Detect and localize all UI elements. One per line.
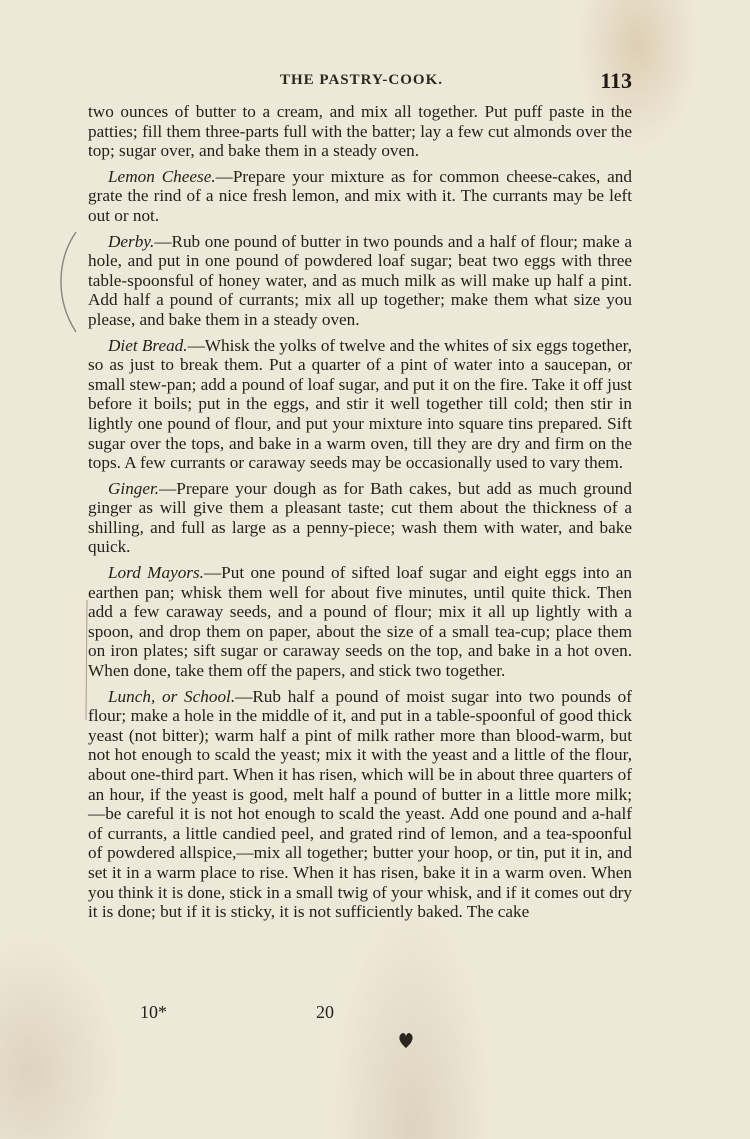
running-head [88,68,634,92]
paragraph-diet-bread [88,336,632,473]
paragraph-lemon-cheese [88,167,632,226]
recipe-title: Lord Mayors. [108,563,204,583]
recipe-title: Lunch, or School. [108,686,236,706]
recipe-title: Ginger. [108,478,160,498]
paragraph-text: —Whisk the yolks of twelve and the whites of six eggs together, so as just to break them. Put a quarter of a pint of water into a saucepan, or small stew-pan; add a pound of loaf sugar, and put it on the fire. Take it off just before it boils; put in the eggs, and stir it well together till cold; then stir in lightly one pound of flour, and put your mixture into square tins prepared. Sift sugar over the tops, and bake in a warm oven, till they are dry and firm on the tops. A few currants or caraway seeds may be occasionally used to vary them. [88,335,633,473]
paragraph-lunch-or-school [88,687,632,922]
fleuron-icon [396,1030,416,1050]
paragraph-continued [88,102,632,161]
paragraph-text: two ounces of butter to a cream, and mix all together. Put puff paste in the patties; fill them three-parts full with the batter; lay a few cut almonds over the top; sugar over, and bake them in a steady oven. [88,102,632,161]
recipe-title: Diet Bread. [108,335,188,355]
recipe-title: Lemon Cheese. [108,166,216,186]
paragraph-text: —Rub one pound of butter in two pounds and a half of flour; make a hole, and put in one pound of powdered loaf sugar; beat two eggs with three table-spoonsful of honey water, and as much milk as will make up half a pint. Add half a pound of currants; mix all up together; make them what size you please, and bake them in a steady oven. [88,231,632,329]
page-footer [140,1002,400,1026]
paragraph-text: —Prepare your dough as for Bath cakes, but add as much ground ginger as will give them a pleasant taste; cut them about the thickness of a shilling, and full as large as a penny-piece; wash them with water, and bake quick. [88,478,632,557]
paragraph-text: —Put one pound of sifted loaf sugar and eight eggs into an earthen pan; whisk them well for about five minutes, until quite thick. Then add a few caraway seeds, and a pound of flour; mix it all up lightly with a spoon, and drop them on paper, about the size of a small tea-cup; place them on iron plates; sift sugar or caraway seeds on the top, and bake in a hot oven. When done, take them off the papers, and stick two together. [88,563,632,681]
folio-number: 20 [316,1002,334,1022]
paragraph-text: —Rub half a pound of moist sugar into two pounds of flour; make a hole in the middle of it, and put in a table-spoonful of good thick yeast (not bitter); warm half a pint of milk rather more than blood-warm, but not hot enough to scald the yeast; mix it with the yeast and a little of the flour, about one-third part. When it has risen, which will be in about three quarters of an hour, if the yeast is good, melt half a pound of butter in a little more milk;—be careful it is not hot enough to scald the yeast. Add one pound and a-half of currants, a little candied peel, and grated rind of lemon, and a tea-spoonful of powdered allspice,—mix all together; butter your hoop, or tin, put it in, and set it in a warm place to rise. When it has risen, bake it in a warm oven. When you think it is done, stick in a small twig of your whisk, and if it comes out dry it is done; but if it is sticky, it is not sufficiently baked. The cake [88,686,632,922]
signature-mark: 10* [140,1002,167,1022]
paragraph-text: —Prepare your mixture as for common cheese-cakes, and grate the rind of a nice fresh lemon, and mix with it. The currants may be left out or not. [88,166,632,225]
running-title: THE PASTRY-COOK. [280,72,443,88]
recipe-title: Derby. [108,231,155,251]
page-number: 113 [600,68,632,93]
text-body [88,102,632,928]
paragraph-lord-mayors [88,563,632,681]
paragraph-ginger [88,479,632,557]
pencil-bracket-mark [50,228,80,338]
paragraph-derby [88,232,632,330]
